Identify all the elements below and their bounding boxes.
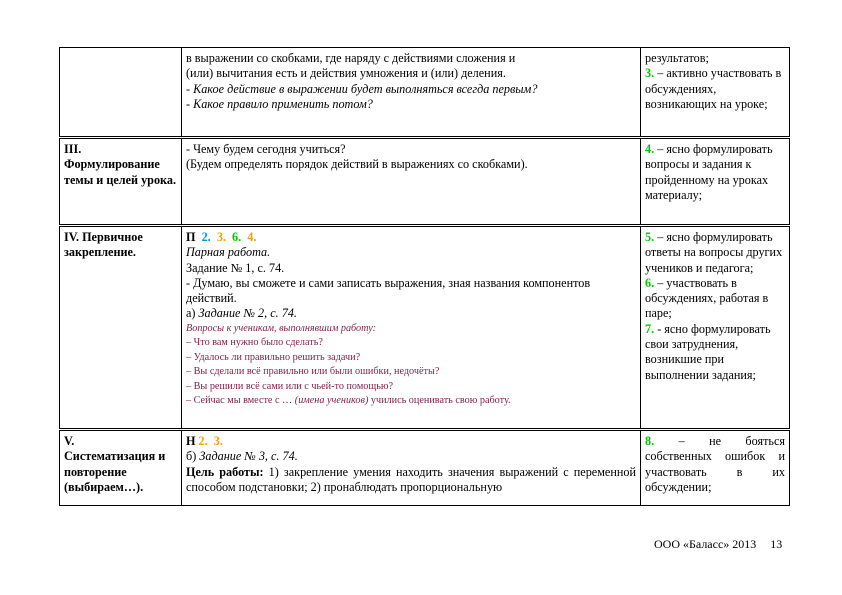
stage-number: V. bbox=[64, 434, 75, 448]
stage-cell bbox=[60, 430, 182, 506]
tag-2: 2. bbox=[201, 230, 211, 244]
questions-heading: Вопросы к ученикам, выполнявшим работу: bbox=[186, 322, 377, 334]
stage-title: Первичное закрепление. bbox=[64, 230, 143, 260]
result-number: 8. bbox=[645, 434, 655, 448]
stage-title: Систематизация и повторение (выбираем…). bbox=[64, 449, 166, 494]
stage-cell bbox=[60, 226, 182, 430]
goal-label: Цель работы: bbox=[186, 464, 264, 479]
question-item: – Вы сделали всё правильно или были ошибки, недочёты? bbox=[186, 366, 440, 378]
lesson-plan-table bbox=[59, 47, 790, 506]
question-item: – Удалось ли правильно решить задачи? bbox=[186, 351, 361, 363]
student-names: (имена учеников) bbox=[294, 395, 369, 407]
result-text: – участвовать в обсуждениях, работая в паре; bbox=[645, 275, 769, 321]
content-cell bbox=[182, 48, 641, 138]
question-item: – Сейчас мы вместе с … bbox=[186, 395, 293, 407]
result-number: 4. bbox=[645, 142, 655, 156]
result-text: – не бояться собственных ошибок и участвовать в их обсуждении; bbox=[645, 434, 785, 494]
content-text: (Будем определять порядок действий в выражениях со скобками). bbox=[186, 157, 528, 172]
task-2-letter: а) bbox=[186, 306, 196, 321]
result-number: 6. bbox=[645, 275, 655, 290]
tag-6: 6. bbox=[232, 230, 242, 244]
content-text: в выражении со скобками, где наряду с действиями сложения и bbox=[186, 51, 516, 65]
result-text: – ясно формулировать вопросы и задания к пройденному на уроках материалу; bbox=[645, 142, 773, 202]
content-text: (или) вычитания есть и действия умножения и (или) деления. bbox=[186, 66, 506, 81]
pair-work-label: Парная работа. bbox=[186, 245, 271, 260]
table-row bbox=[60, 226, 790, 430]
content-cell bbox=[182, 226, 641, 430]
tag-4: 4. bbox=[247, 230, 257, 244]
content-cell bbox=[182, 138, 641, 226]
task-3: Задание № 3, с. 74. bbox=[199, 449, 298, 464]
stage-cell-empty bbox=[60, 48, 182, 138]
tag-2: 2. bbox=[198, 434, 208, 448]
tag-3: 3. bbox=[216, 230, 226, 244]
table-row bbox=[60, 48, 790, 138]
stage-number: IV. bbox=[64, 230, 80, 244]
page-footer bbox=[654, 537, 782, 552]
table-row bbox=[60, 138, 790, 226]
result-text: – ясно формулировать ответы на вопросы других учеников и педагога; bbox=[645, 230, 783, 275]
task-1: Задание № 1, с. 74. bbox=[186, 260, 285, 275]
goal-text: 1) закрепление умения находить значения выражений с переменной способом подстановки; 2) пронаблюдать пропорциональную bbox=[186, 464, 636, 494]
stage-cell bbox=[60, 138, 182, 226]
results-cell bbox=[641, 48, 790, 138]
tag-n: Н bbox=[186, 434, 196, 448]
result-text: – активно участвовать в обсуждениях, возникающих на уроке; bbox=[645, 66, 782, 111]
tag-p: П bbox=[186, 230, 196, 244]
stage-title: Формулирование темы и целей урока. bbox=[64, 157, 177, 187]
tag-3: 3. bbox=[213, 434, 223, 448]
content-text: - Чему будем сегодня учиться? bbox=[186, 142, 346, 156]
content-cell bbox=[182, 430, 641, 506]
question-text: - Какое действие в выражении будет выполняться всегда первым? bbox=[186, 81, 538, 96]
page-number: 13 bbox=[770, 537, 783, 551]
question-item: – Что вам нужно было сделать? bbox=[186, 337, 323, 349]
question-text: - Какое правило применить потом? bbox=[186, 96, 373, 111]
table-row bbox=[60, 430, 790, 506]
question-item: – Вы решили всё сами или с чьей-то помощью? bbox=[186, 380, 393, 392]
task-3-letter: б) bbox=[186, 449, 197, 464]
result-number: 3. bbox=[645, 66, 655, 81]
task-2: Задание № 2, с. 74. bbox=[198, 306, 297, 321]
results-cell bbox=[641, 430, 790, 506]
result-text: - ясно формулировать свои затруднения, возникшие при выполнении задания; bbox=[645, 321, 771, 382]
content-text: - Думаю, вы сможете и сами записать выражения, зная названия компонентов действий. bbox=[186, 275, 591, 306]
result-number: 7. bbox=[645, 321, 655, 336]
question-item: учились оценивать свою работу. bbox=[370, 395, 511, 407]
results-cell bbox=[641, 226, 790, 430]
results-cell bbox=[641, 138, 790, 226]
result-text: результатов; bbox=[645, 51, 709, 65]
stage-number: III. bbox=[64, 142, 82, 156]
result-number: 5. bbox=[645, 230, 655, 244]
publisher-text: ООО «Баласс» 2013 bbox=[654, 537, 757, 551]
